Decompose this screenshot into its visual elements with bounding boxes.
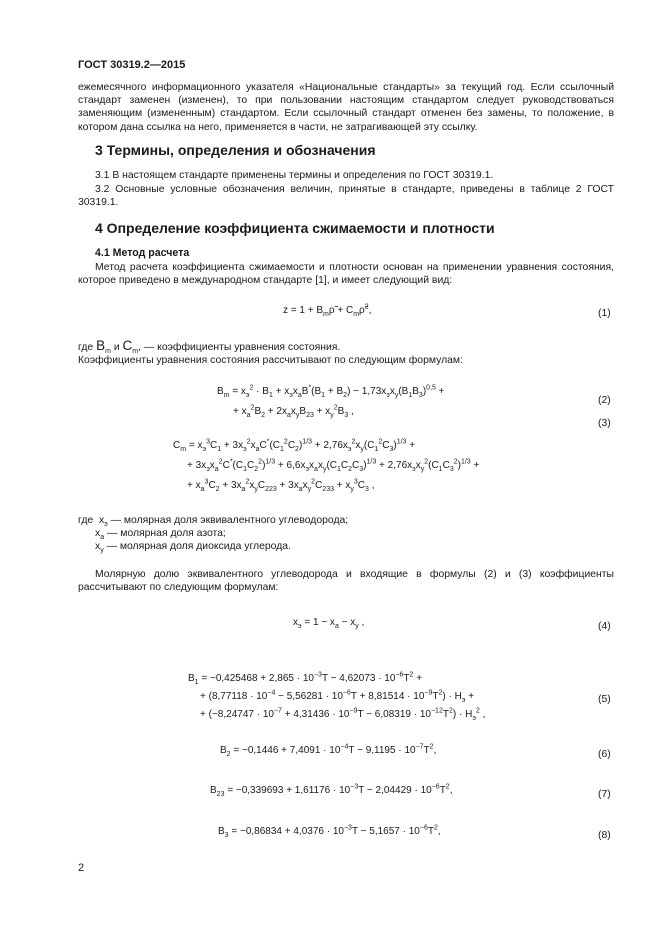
where-label-2: где	[78, 515, 94, 526]
section-3-title: 3 Термины, определения и обозначения	[95, 142, 376, 158]
document-header: ГОСТ 30319.2—2015	[78, 59, 186, 71]
equation-number-2: (2)	[598, 395, 611, 406]
equation-5-line-1: $B_1 = -0,425468 + 2,865 \cdot 10^{-3}T - 4,62073 \cdot 10^{-6}T^2$ +	[188, 671, 423, 686]
and-label: и	[113, 342, 120, 353]
equation-7: $B_{23} = -0,339693 + 1,61176 \cdot 10^{-3}T - 2,04429 \cdot 10^{-6}T^2$,	[210, 783, 453, 798]
equation-number-4: (4)	[598, 621, 611, 632]
equation-number-5: (5)	[598, 694, 611, 705]
xe-description: — молярная доля эквивалентного углеводорода;	[107, 515, 349, 526]
where-coefficients-line: где $B_m$ и $C_m$, — коэффициенты уравнения состояния.	[78, 338, 341, 356]
method-paragraph: Метод расчета коэффициента сжимаемости и плотности основан на применении уравнения состояния, которое приведено в международном стандарте [1], и имеет следующий вид:	[78, 262, 614, 287]
equation-1: $z = 1 + B_m\rhõ$ + $C_m\rhõ^2$,	[283, 303, 372, 318]
equation-3-line-1: $C_m = x_э^3C_1 + 3x_э^2x_aC^*(C_1^2C_2)^{1/3} + 2,76x_э^2x_y(C_1^2C_3)^{1/3}$ +	[173, 438, 416, 453]
where-xy-line: $x_y$ — молярная доля диоксида углерода.	[95, 541, 291, 555]
page-number: 2	[78, 862, 85, 874]
equation-number-8: (8)	[598, 830, 611, 841]
molar-fraction-intro: Молярную долю эквивалентного углеводорода и входящие в формулы (2) и (3) коэффициенты рассчитывают по следующим формулам:	[78, 569, 614, 594]
equation-number-6: (6)	[598, 749, 611, 760]
xa-description: — молярная доля азота;	[104, 528, 226, 539]
coefficients-description: — коэффициенты уравнения состояния.	[141, 342, 341, 353]
equation-5-line-2: + $(8,77118 \cdot 10^{-4} - 5,56281 \cdot 10^{-6}T + 8,81514 \cdot 10^{-9}T^2) \cdot H_э$ +	[200, 689, 475, 704]
equation-3-line-3: + $x_a^3C_2 + 3x_a^2x_yC_{223} + 3x_ax_y^2C_{233} + x_y^3C_3$ ,	[187, 478, 375, 493]
where-label: где	[78, 342, 94, 353]
coefficient-formulas-intro: Коэффициенты уравнения состояния рассчитывают по следующим формулам:	[78, 355, 463, 366]
where-xa-line: $x_a$ — молярная доля азота;	[95, 528, 226, 542]
equation-5-line-3: + $(-8,24747 \cdot 10^{-7} + 4,31436 \cdot 10^{-9}T - 6,08319 \cdot 10^{-12}T^2) \cdot H_э^2$ ,	[200, 707, 486, 722]
equation-8: $B_3 = -0,86834 + 4,0376 \cdot 10^{-3}T - 5,1657 \cdot 10^{-6}T^2$,	[218, 824, 441, 839]
section-4-title: 4 Определение коэффициента сжимаемости и плотности	[95, 220, 495, 236]
section-3-1-text: 3.1 В настоящем стандарте применены термины и определения по ГОСТ 30319.1.	[95, 170, 494, 181]
equation-2-line-1: $B_m = x_э^2 \cdot B_1 + x_эx_aB^*(B_1 + B_2) - 1,73x_эx_y(B_1B_3)^{0,5}$ +	[217, 384, 445, 399]
equation-6: $B_2 = -0,1446 + 7,4091 \cdot 10^{-4}T - 9,1195 \cdot 10^{-7}T^2$,	[220, 743, 437, 758]
equation-3-line-2: + $3x_эx_a^2C^*(C_1C_2^2)^{1/3} + 6,6x_эx_ax_y(C_1C_2C_3)^{1/3} + 2,76x_эx_y^2(C_1C_3^2)^{1/3}$ +	[187, 458, 480, 473]
section-3-2-text: 3.2 Основные условные обозначения величин, принятые в стандарте, приведены в таблице 2 ГОСТ 30319.1.	[78, 184, 614, 209]
where-xe-line: где $x_э$ — молярная доля эквивалентного углеводорода;	[78, 515, 349, 529]
subsection-4-1-title: 4.1 Метод расчета	[95, 247, 190, 259]
equation-4: $x_э = 1 - x_a - x_y$ ,	[293, 617, 365, 630]
equation-number-3: (3)	[598, 418, 611, 429]
equation-2-line-2: + $x_a^2B_2 + 2x_ax_yB_{23} + x_y^2B_3$ ,	[233, 404, 354, 419]
xy-description: — молярная доля диоксида углерода.	[103, 541, 291, 552]
equation-number-7: (7)	[598, 789, 611, 800]
intro-paragraph: ежемесячного информационного указателя «Национальные стандарты» за текущий год. Если ссылочный стандарт заменен (изменен), то при пользовании настоящим стандартом следует руководствоваться заменяющим (измененным) стандартом. Если ссылочный стандарт отменен без замены, то положение, в котором дана ссылка на него, применяется в части, не затрагивающей эту ссылку.	[78, 82, 614, 133]
equation-number-1: (1)	[598, 308, 611, 319]
